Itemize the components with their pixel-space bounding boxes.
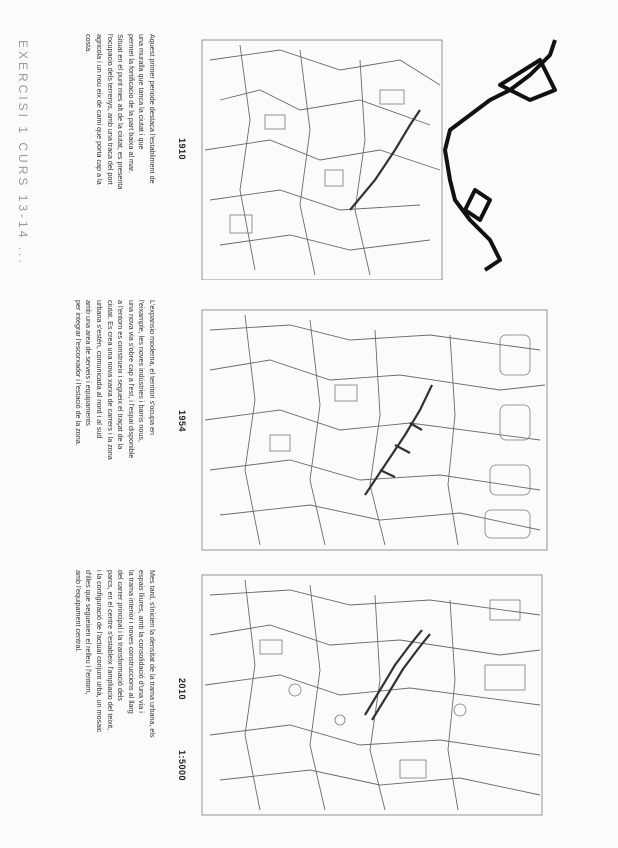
panel-3-map: [200, 570, 590, 820]
scale-label: 1:5000: [177, 750, 187, 782]
text-line: permet la fortificacio de la part baixa al mar.: [126, 34, 136, 174]
text-line: amb l'equipament central.: [73, 570, 83, 653]
text-line: agricola i un nou eix de cami que porta cap a la: [95, 34, 105, 185]
panel-3-year: 2010: [177, 678, 187, 701]
text-line: i la configuració de l'actual conjunt urbà, un mosaic: [95, 570, 105, 733]
panel-2-map: [200, 305, 590, 555]
text-line: espais lliures, amb la consolidació d'una via i: [137, 570, 147, 713]
text-line: d'illes que segueixen el relleu i l'entorn,: [84, 570, 94, 695]
panel-2-text: [72, 300, 157, 460]
text-line: amb una area de serveis i equipaments: [84, 300, 94, 426]
text-line: Aquest primer periode destaca l'establiment de: [148, 34, 157, 184]
text-line: L'expansio moderna, el territori s'ocupa en: [148, 300, 157, 435]
text-line: per integrar l'escorxador i l'estació de la zona.: [73, 300, 83, 446]
panel-1-year: 1910: [177, 138, 187, 161]
text-line: del carrer principal i la transformació dels: [116, 570, 126, 702]
text-line: l'eixample, les noves indústries i barris nous,: [137, 300, 147, 442]
text-line: la trama interior i noves construccions al llarg: [126, 570, 136, 714]
text-line: l'ocupacio dels terrenys, amb una traca del port: [105, 34, 115, 185]
panel-1-text: [83, 34, 157, 189]
panel-2-year: 1954: [177, 410, 187, 433]
text-line: ciutat. Es crea una nova xarxa de carrers i la zona: [105, 300, 115, 460]
text-line: Situat en el punt mes alt de la ciutat, es presenta: [116, 34, 126, 190]
panel-3-text: [72, 570, 157, 738]
text-line: a l'entorn es construeix i segueix el traçat de la: [116, 300, 126, 450]
text-line: urbana s'estén, comunicada al nord i al sud: [95, 300, 105, 439]
text-line: Mes tard, s'inicien la densitat de la trama urbana, els: [148, 570, 157, 738]
text-line: parcs, en el centre s'estableix l'ampliacio del teixit,: [105, 570, 115, 731]
text-line: una muralla que tanca la ciutat i que: [137, 34, 147, 150]
text-line: costa.: [84, 34, 94, 54]
panel-1-map: [200, 30, 590, 280]
text-line: una nova via s'obre cap a l'est, i l'espai disponible: [126, 300, 136, 459]
page-header: EXERCISI 1 CURS 13-14 ...: [16, 40, 30, 266]
